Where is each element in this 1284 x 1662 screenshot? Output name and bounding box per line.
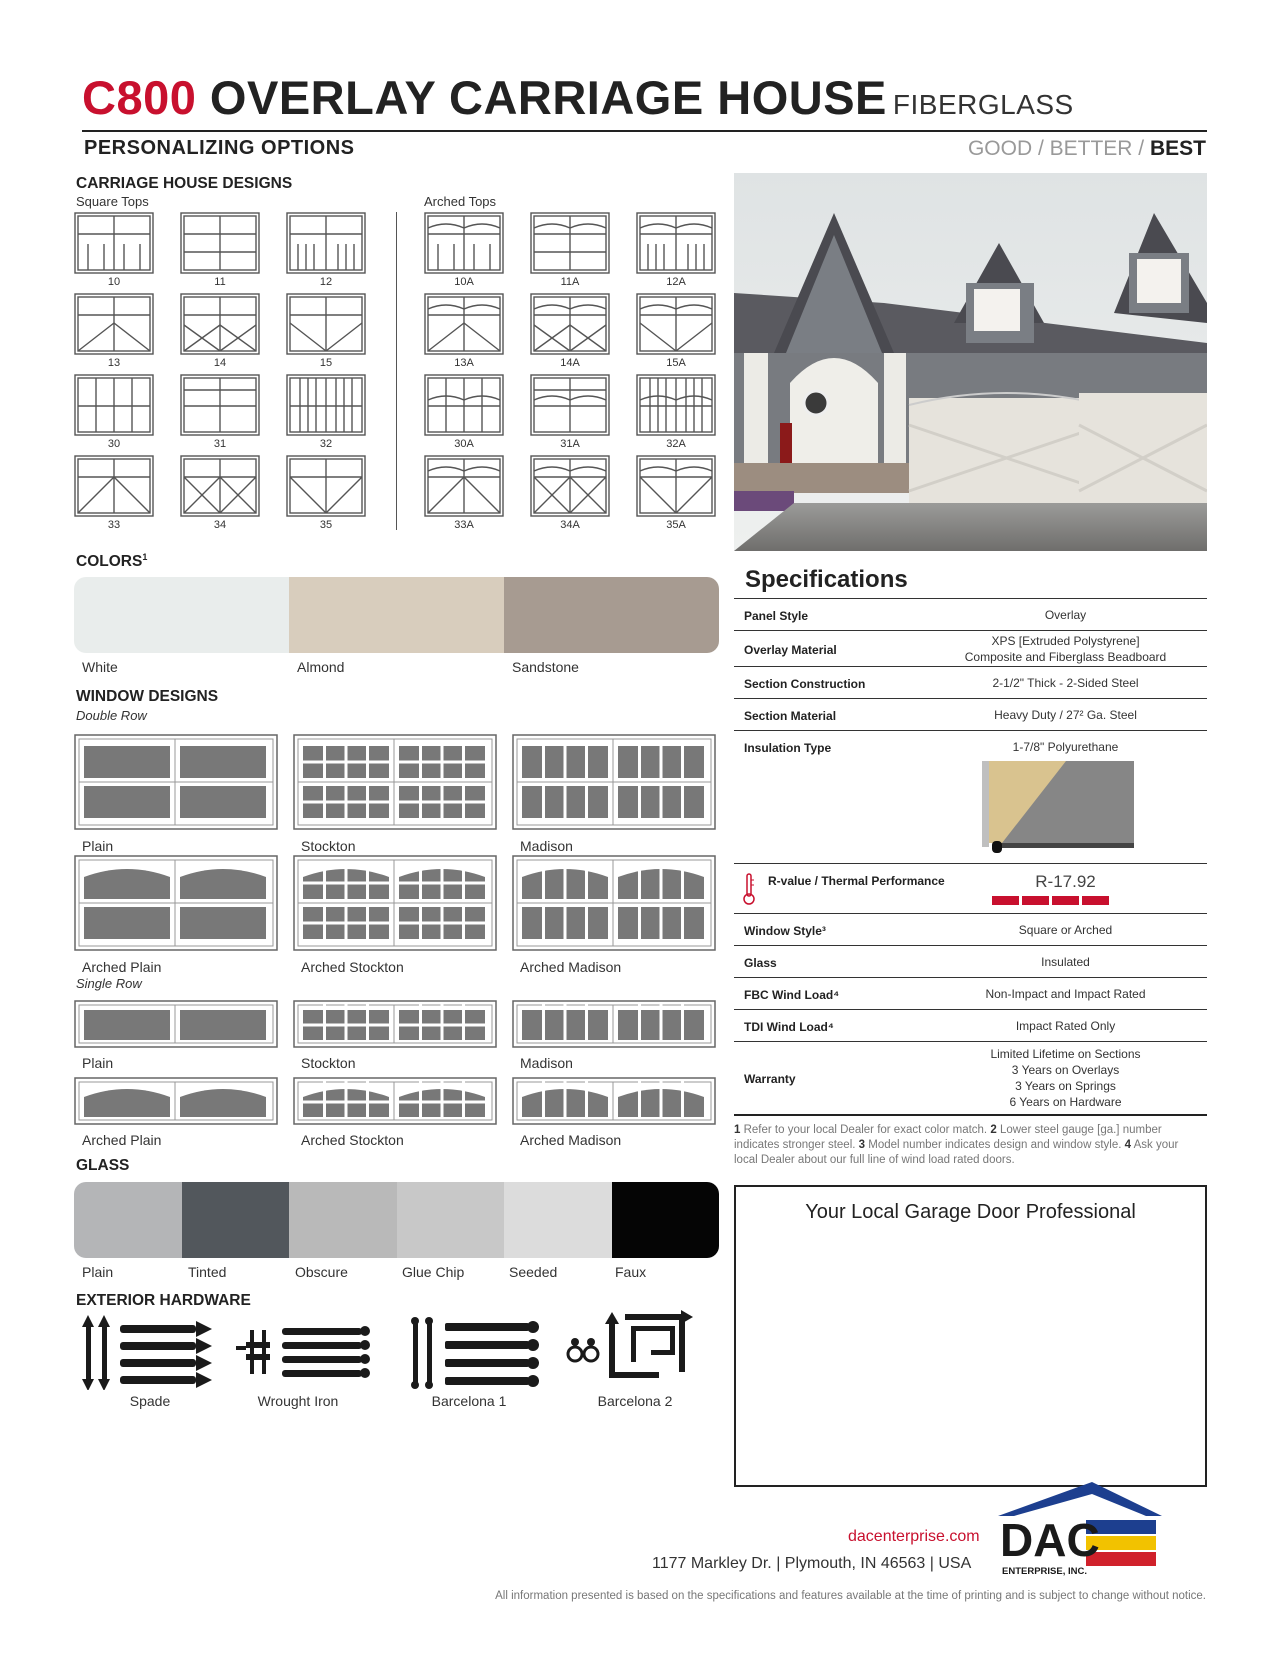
color-swatches — [74, 577, 719, 653]
dealer-box — [734, 1185, 1207, 1487]
spade-hardware-icon[interactable] — [76, 1315, 216, 1390]
window-design-label: Plain — [82, 838, 114, 854]
single-row-window-design-icon[interactable] — [512, 1077, 716, 1125]
spec-row-overlay-material — [734, 630, 1207, 666]
door-design-label: 13 — [107, 357, 121, 369]
spec-value: 1-7/8" Polyurethane — [1012, 740, 1119, 754]
glass-label-glue-chip: Glue Chip — [402, 1264, 465, 1280]
window-design-label: Madison — [520, 1055, 573, 1071]
door-design-label: 31 — [213, 438, 227, 450]
colors-heading — [76, 552, 147, 571]
warranty-line: 6 Years on Hardware — [1009, 1095, 1122, 1109]
spec-label: R-value / Thermal Performance — [768, 874, 945, 888]
door-design-label: 35A — [666, 519, 686, 531]
website-link[interactable]: dacenterprise.com — [848, 1528, 980, 1545]
square-top-door-design-icon[interactable] — [286, 212, 366, 274]
spec-label: Warranty — [744, 1072, 796, 1086]
glass-label-plain: Plain — [82, 1264, 114, 1280]
arched-top-door-design-icon[interactable] — [530, 374, 610, 436]
spec-row-panel-style — [734, 598, 1207, 630]
spec-value: Overlay — [1044, 608, 1087, 622]
color-swatch-sandstone[interactable] — [504, 577, 719, 653]
window-design-label: Plain — [82, 1055, 114, 1071]
square-top-door-design-icon[interactable] — [286, 455, 366, 517]
arched-tops-label: Arched Tops — [424, 194, 497, 209]
tier-indicator — [968, 137, 1206, 161]
spec-label: Section Material — [744, 709, 837, 723]
spec-value: XPS [Extruded Polystyrene] Composite and Fiberglass Beadboard — [964, 634, 1167, 664]
window-design-label: Madison — [520, 838, 573, 854]
warranty-values — [924, 1046, 1207, 1110]
arched-top-door-design-icon[interactable] — [636, 293, 716, 355]
arched-top-door-design-icon[interactable] — [636, 455, 716, 517]
spec-row-warranty — [734, 1041, 1207, 1114]
footnote-number: 1 — [734, 1124, 741, 1136]
square-top-door-design-icon[interactable] — [286, 374, 366, 436]
door-design-label: 15 — [319, 357, 333, 369]
single-row-window-design-icon[interactable] — [74, 1077, 278, 1125]
window-design-label: Arched Madison — [520, 959, 622, 975]
page-title — [82, 70, 1074, 125]
footnote-text: Refer to your local Dealer for exact color match. — [743, 1124, 988, 1136]
spec-row-section-material — [734, 698, 1207, 730]
double-row-window-design-icon[interactable] — [74, 855, 278, 951]
spec-row-tdi-wind-load — [734, 1009, 1207, 1041]
glass-swatch-faux[interactable] — [612, 1182, 720, 1258]
door-design-label: 31A — [560, 438, 580, 450]
glass-swatch-seeded[interactable] — [504, 1182, 612, 1258]
glass-swatch-tinted[interactable] — [182, 1182, 290, 1258]
door-design-label: 35 — [319, 519, 333, 531]
square-top-door-design-icon[interactable] — [180, 293, 260, 355]
glass-heading: GLASS — [76, 1157, 130, 1174]
rating-bar — [1082, 896, 1109, 905]
arched-top-door-design-icon[interactable] — [636, 212, 716, 274]
glass-swatch-glue-chip[interactable] — [397, 1182, 505, 1258]
product-material: FIBERGLASS — [892, 89, 1074, 120]
barcelona-1-hardware-icon[interactable] — [405, 1315, 545, 1390]
spec-label: Overlay Material — [744, 643, 837, 657]
footnote-text: Model number indicates design and window style. — [868, 1139, 1122, 1151]
glass-label-obscure: Obscure — [295, 1264, 348, 1280]
logo-subtext: ENTERPRISE, INC. — [1002, 1566, 1087, 1577]
glass-label-seeded: Seeded — [509, 1264, 558, 1280]
square-top-door-design-icon[interactable] — [180, 374, 260, 436]
arched-top-door-design-icon[interactable] — [424, 212, 504, 274]
square-top-door-design-icon[interactable] — [74, 212, 154, 274]
glass-swatch-plain[interactable] — [74, 1182, 182, 1258]
double-row-window-design-icon[interactable] — [293, 855, 497, 951]
glass-label-faux: Faux — [615, 1264, 647, 1280]
arched-top-door-design-icon[interactable] — [424, 374, 504, 436]
warranty-line: 3 Years on Overlays — [1011, 1063, 1120, 1077]
single-row-window-design-icon[interactable] — [293, 1000, 497, 1048]
spec-value: Impact Rated Only — [1015, 1019, 1116, 1033]
door-design-label: 14 — [213, 357, 227, 369]
designs-divider — [396, 212, 397, 530]
wrought-iron-hardware-icon[interactable] — [232, 1322, 377, 1382]
thermometer-icon — [742, 872, 756, 906]
window-design-label: Arched Plain — [82, 1132, 162, 1148]
door-design-label: 12 — [319, 276, 333, 288]
arched-top-door-design-icon[interactable] — [530, 212, 610, 274]
single-row-window-design-icon[interactable] — [74, 1000, 278, 1048]
footnotes — [734, 1123, 1204, 1168]
single-row-label: Single Row — [76, 976, 142, 991]
footnote-number: 2 — [990, 1124, 997, 1136]
footnote-number: 4 — [1124, 1139, 1132, 1151]
door-design-label: 10 — [107, 276, 121, 288]
rating-bar — [992, 896, 1019, 905]
specifications-title: Specifications — [745, 566, 908, 593]
square-top-door-design-icon[interactable] — [180, 455, 260, 517]
spec-label: FBC Wind Load⁴ — [744, 988, 840, 1002]
carriage-designs-heading: CARRIAGE HOUSE DESIGNS — [76, 175, 293, 192]
company-address: 1177 Markley Dr. | Plymouth, IN 46563 | USA — [652, 1555, 972, 1572]
color-label-almond: Almond — [297, 659, 345, 675]
rating-bar — [1052, 896, 1079, 905]
thermal-rating-bars — [992, 896, 1118, 906]
footnote-text: Ask your local Dealer about our full line of wind load rated doors. — [734, 1139, 1179, 1166]
door-design-label: 30A — [454, 438, 474, 450]
spec-row-fbc-wind-load — [734, 977, 1207, 1009]
door-design-label: 10A — [454, 276, 474, 288]
colors-heading-text: COLORS — [76, 553, 143, 571]
square-tops-label: Square Tops — [76, 194, 149, 209]
spec-value: Non-Impact and Impact Rated — [985, 987, 1146, 1001]
double-row-window-design-icon[interactable] — [293, 734, 497, 830]
door-design-label: 11A — [560, 276, 580, 288]
spec-label: TDI Wind Load⁴ — [744, 1020, 834, 1034]
section-title: PERSONALIZING OPTIONS — [84, 137, 355, 159]
door-design-label: 13A — [454, 357, 474, 369]
insulation-cross-section-image — [982, 761, 1134, 855]
glass-swatches — [74, 1182, 719, 1258]
arched-top-door-design-icon[interactable] — [530, 455, 610, 517]
window-design-label: Arched Plain — [82, 959, 162, 975]
door-design-label: 30 — [107, 438, 121, 450]
spec-value: 2-1/2" Thick - 2-Sided Steel — [992, 676, 1139, 690]
arched-top-door-design-icon[interactable] — [424, 293, 504, 355]
double-row-window-design-icon[interactable] — [74, 734, 278, 830]
hardware-label-wrought-iron: Wrought Iron — [257, 1393, 339, 1409]
hardware-label-spade: Spade — [129, 1393, 171, 1409]
door-design-label: 15A — [666, 357, 686, 369]
window-design-label: Arched Stockton — [301, 959, 404, 975]
spec-row-glass — [734, 945, 1207, 977]
warranty-line: Limited Lifetime on Sections — [990, 1047, 1141, 1061]
spec-label: Glass — [744, 956, 777, 970]
disclaimer: All information presented is based on the specifications and features available at the time of printing and is subject to change without notice. — [495, 1590, 1206, 1602]
arched-top-door-design-icon[interactable] — [424, 455, 504, 517]
logo-text: DAC — [1000, 1514, 1100, 1566]
tier-good: GOOD / — [967, 137, 1044, 160]
door-design-label: 33A — [454, 519, 474, 531]
dealer-title: Your Local Garage Door Professional — [805, 1201, 1136, 1223]
color-label-sandstone: Sandstone — [512, 659, 579, 675]
double-row-window-design-icon[interactable] — [512, 734, 716, 830]
spec-label: Section Construction — [744, 677, 866, 691]
spec-value: Insulated — [1041, 955, 1090, 969]
color-swatch-almond[interactable] — [289, 577, 504, 653]
title-divider — [82, 130, 1207, 132]
door-design-label: 34 — [213, 519, 227, 531]
spec-row-r-value — [734, 863, 1207, 913]
tier-better: BETTER / — [1049, 137, 1145, 160]
single-row-window-design-icon[interactable] — [512, 1000, 716, 1048]
double-row-label: Double Row — [76, 708, 147, 723]
door-design-label: 34A — [560, 519, 580, 531]
square-top-door-design-icon[interactable] — [74, 374, 154, 436]
dac-logo — [984, 1480, 1174, 1582]
r-value: R-17.92 — [1035, 872, 1096, 891]
window-design-label: Arched Stockton — [301, 1132, 404, 1148]
rating-bar — [1022, 896, 1049, 905]
square-top-door-design-icon[interactable] — [180, 212, 260, 274]
model-number: C800 — [82, 71, 197, 124]
glass-label-tinted: Tinted — [188, 1264, 227, 1280]
colors-footnote-mark: 1 — [142, 552, 148, 562]
hardware-label-barcelona-2: Barcelona 2 — [597, 1393, 673, 1409]
color-label-white: White — [82, 659, 118, 675]
footnote-text: Lower steel gauge [ga.] number indicates stronger steel. — [734, 1124, 1162, 1151]
spec-label: Insulation Type — [744, 741, 832, 755]
product-name: OVERLAY CARRIAGE HOUSE — [209, 71, 887, 124]
arched-top-door-design-icon[interactable] — [636, 374, 716, 436]
spec-value: Square or Arched — [1018, 923, 1113, 937]
house-photo — [734, 173, 1207, 551]
window-design-label: Stockton — [301, 1055, 356, 1071]
spec-value: Heavy Duty / 27² Ga. Steel — [994, 708, 1137, 722]
footnote-number: 3 — [858, 1139, 866, 1151]
door-design-label: 11 — [214, 276, 226, 288]
spec-label: Panel Style — [744, 609, 809, 623]
window-design-label: Stockton — [301, 838, 356, 854]
door-design-label: 32 — [319, 438, 333, 450]
door-design-label: 12A — [666, 276, 686, 288]
spec-row-section-construction — [734, 666, 1207, 698]
square-top-door-design-icon[interactable] — [286, 293, 366, 355]
hardware-heading: EXTERIOR HARDWARE — [76, 1292, 251, 1309]
arched-top-door-design-icon[interactable] — [530, 293, 610, 355]
warranty-line: 3 Years on Springs — [1015, 1079, 1116, 1093]
square-top-door-design-icon[interactable] — [74, 293, 154, 355]
window-designs-heading: WINDOW DESIGNS — [76, 688, 219, 705]
window-design-label: Arched Madison — [520, 1132, 622, 1148]
barcelona-2-hardware-icon[interactable] — [565, 1310, 700, 1390]
door-design-label: 14A — [560, 357, 580, 369]
door-design-label: 33 — [107, 519, 121, 531]
spec-row-insulation-type — [734, 730, 1207, 863]
tier-best: BEST — [1149, 137, 1206, 160]
glass-swatch-obscure[interactable] — [289, 1182, 397, 1258]
hardware-label-barcelona-1: Barcelona 1 — [431, 1393, 507, 1409]
color-swatch-white[interactable] — [74, 577, 289, 653]
specifications-bottom-rule — [734, 1114, 1207, 1116]
spec-row-window-style — [734, 913, 1207, 945]
double-row-window-design-icon[interactable] — [512, 855, 716, 951]
single-row-window-design-icon[interactable] — [293, 1077, 497, 1125]
square-top-door-design-icon[interactable] — [74, 455, 154, 517]
door-design-label: 32A — [666, 438, 686, 450]
spec-label: Window Style³ — [744, 924, 826, 938]
